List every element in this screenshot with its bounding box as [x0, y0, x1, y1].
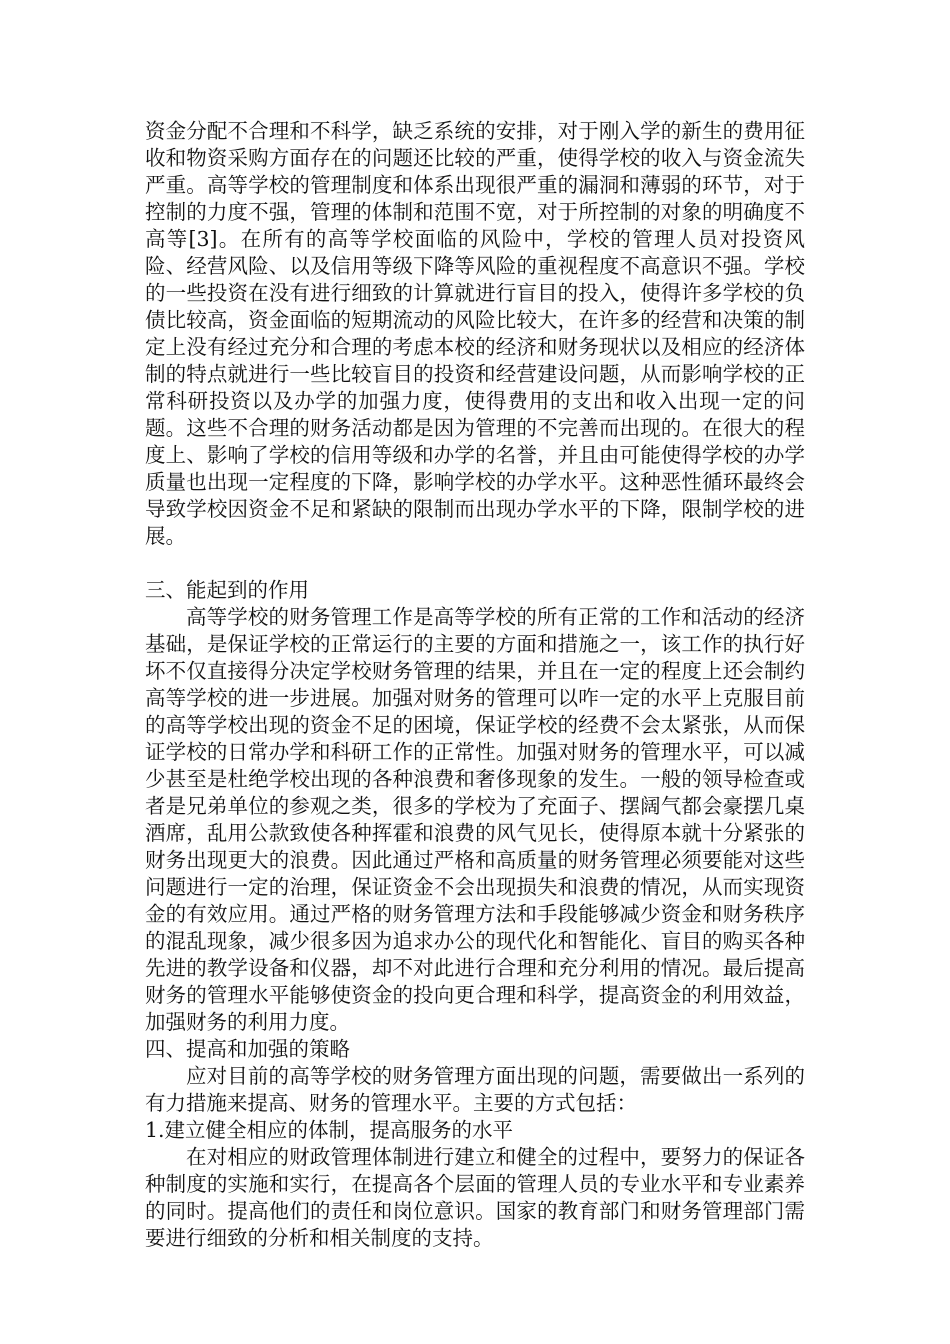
section-heading-strategies: 四、提高和加强的策略: [145, 1037, 350, 1061]
paragraph-funding-problems: 资金分配不合理和不科学，缺乏系统的安排，对于刚入学的新生的费用征收和物资采购方面存在的问题还比较的严重，使得学校的收入与资金流失严重。高等学校的管理制度和体系出现很严重的漏洞和薄弱的环节，对于控制的力度不强，管理的体制和范围不宽，对于所控制的对象的明确度不高等[3]。在所有的高等学校面临的风险中，学校的管理人员对投资风险、经营风险、以及信用等级下降等风险的重视程度不高意识不强。学校的一些投资在没有进行细致的计算就进行盲目的投入，使得许多学校的负债比较高，资金面临的短期流动的风险比较大，在许多的经营和决策的制定上没有经过充分和合理的考虑本校的经济和财务现状以及相应的经济体制的特点就进行一些比较盲目的投资和经营建设问题，从而影响学校的正常科研投资以及办学的加强力度，使得费用的支出和收入出现一定的问题。这些不合理的财务活动都是因为管理的不完善而出现的。在很大的程度上、影响了学校的信用等级和办学的名誉，并且由可能使得学校的办学质量也出现一定程度的下降，影响学校的办学水平。这种恶性循环最终会导致学校因资金不足和紧缺的限制而出现办学水平的下降，限制学校的进展。: [145, 119, 805, 548]
paragraph-roles: 高等学校的财务管理工作是高等学校的所有正常的工作和活动的经济基础，是保证学校的正常运行的主要的方面和措施之一，该工作的执行好坏不仅直接得分决定学校财务管理的结果，并且在一定的程度上还会制约高等学校的进一步进展。加强对财务的管理可以咋一定的水平上克服目前的高等学校出现的资金不足的困境，保证学校的经费不会太紧张，从而保证学校的日常办学和科研工作的正常性。加强对财务的管理水平，可以减少甚至是杜绝学校出现的各种浪费和奢侈现象的发生。一般的领导检查或者是兄弟单位的参观之类，很多的学校为了充面子、摆阔气都会豪摆几桌酒席，乱用公款致使各种挥霍和浪费的风气见长，使得原本就十分紧张的财务出现更大的浪费。因此通过严格和高质量的财务管理必须要能对这些问题进行一定的治理，保证资金不会出现损失和浪费的情况，从而实现资金的有效应用。通过严格的财务管理方法和手段能够减少资金和财务秩序的混乱现象，减少很多因为追求办公的现代化和智能化、盲目的购买各种先进的教学设备和仪器，却不对此进行合理和充分利用的情况。最后提高财务的管理水平能够使资金的投向更合理和科学，提高资金的利用效益，加强财务的利用力度。: [145, 605, 805, 1034]
section-heading-roles: 三、能起到的作用: [145, 578, 309, 602]
paragraph-strategies-intro: 应对目前的高等学校的财务管理方面出现的问题，需要做出一系列的有力措施来提高、财务的管理水平。主要的方式包括：: [145, 1064, 805, 1115]
paragraph-system: 在对相应的财政管理体制进行建立和健全的过程中，要努力的保证各种制度的实施和实行，在提高各个层面的管理人员的专业水平和专业素养的同时。提高他们的责任和岗位意识。国家的教育部门和财务管理部门需要进行细致的分析和相关制度的支持。: [145, 1145, 805, 1250]
section-spacer: [145, 550, 805, 577]
document-page: [145, 118, 805, 1252]
subsection-heading-system: 1.建立健全相应的体制，提高服务的水平: [145, 1118, 514, 1142]
